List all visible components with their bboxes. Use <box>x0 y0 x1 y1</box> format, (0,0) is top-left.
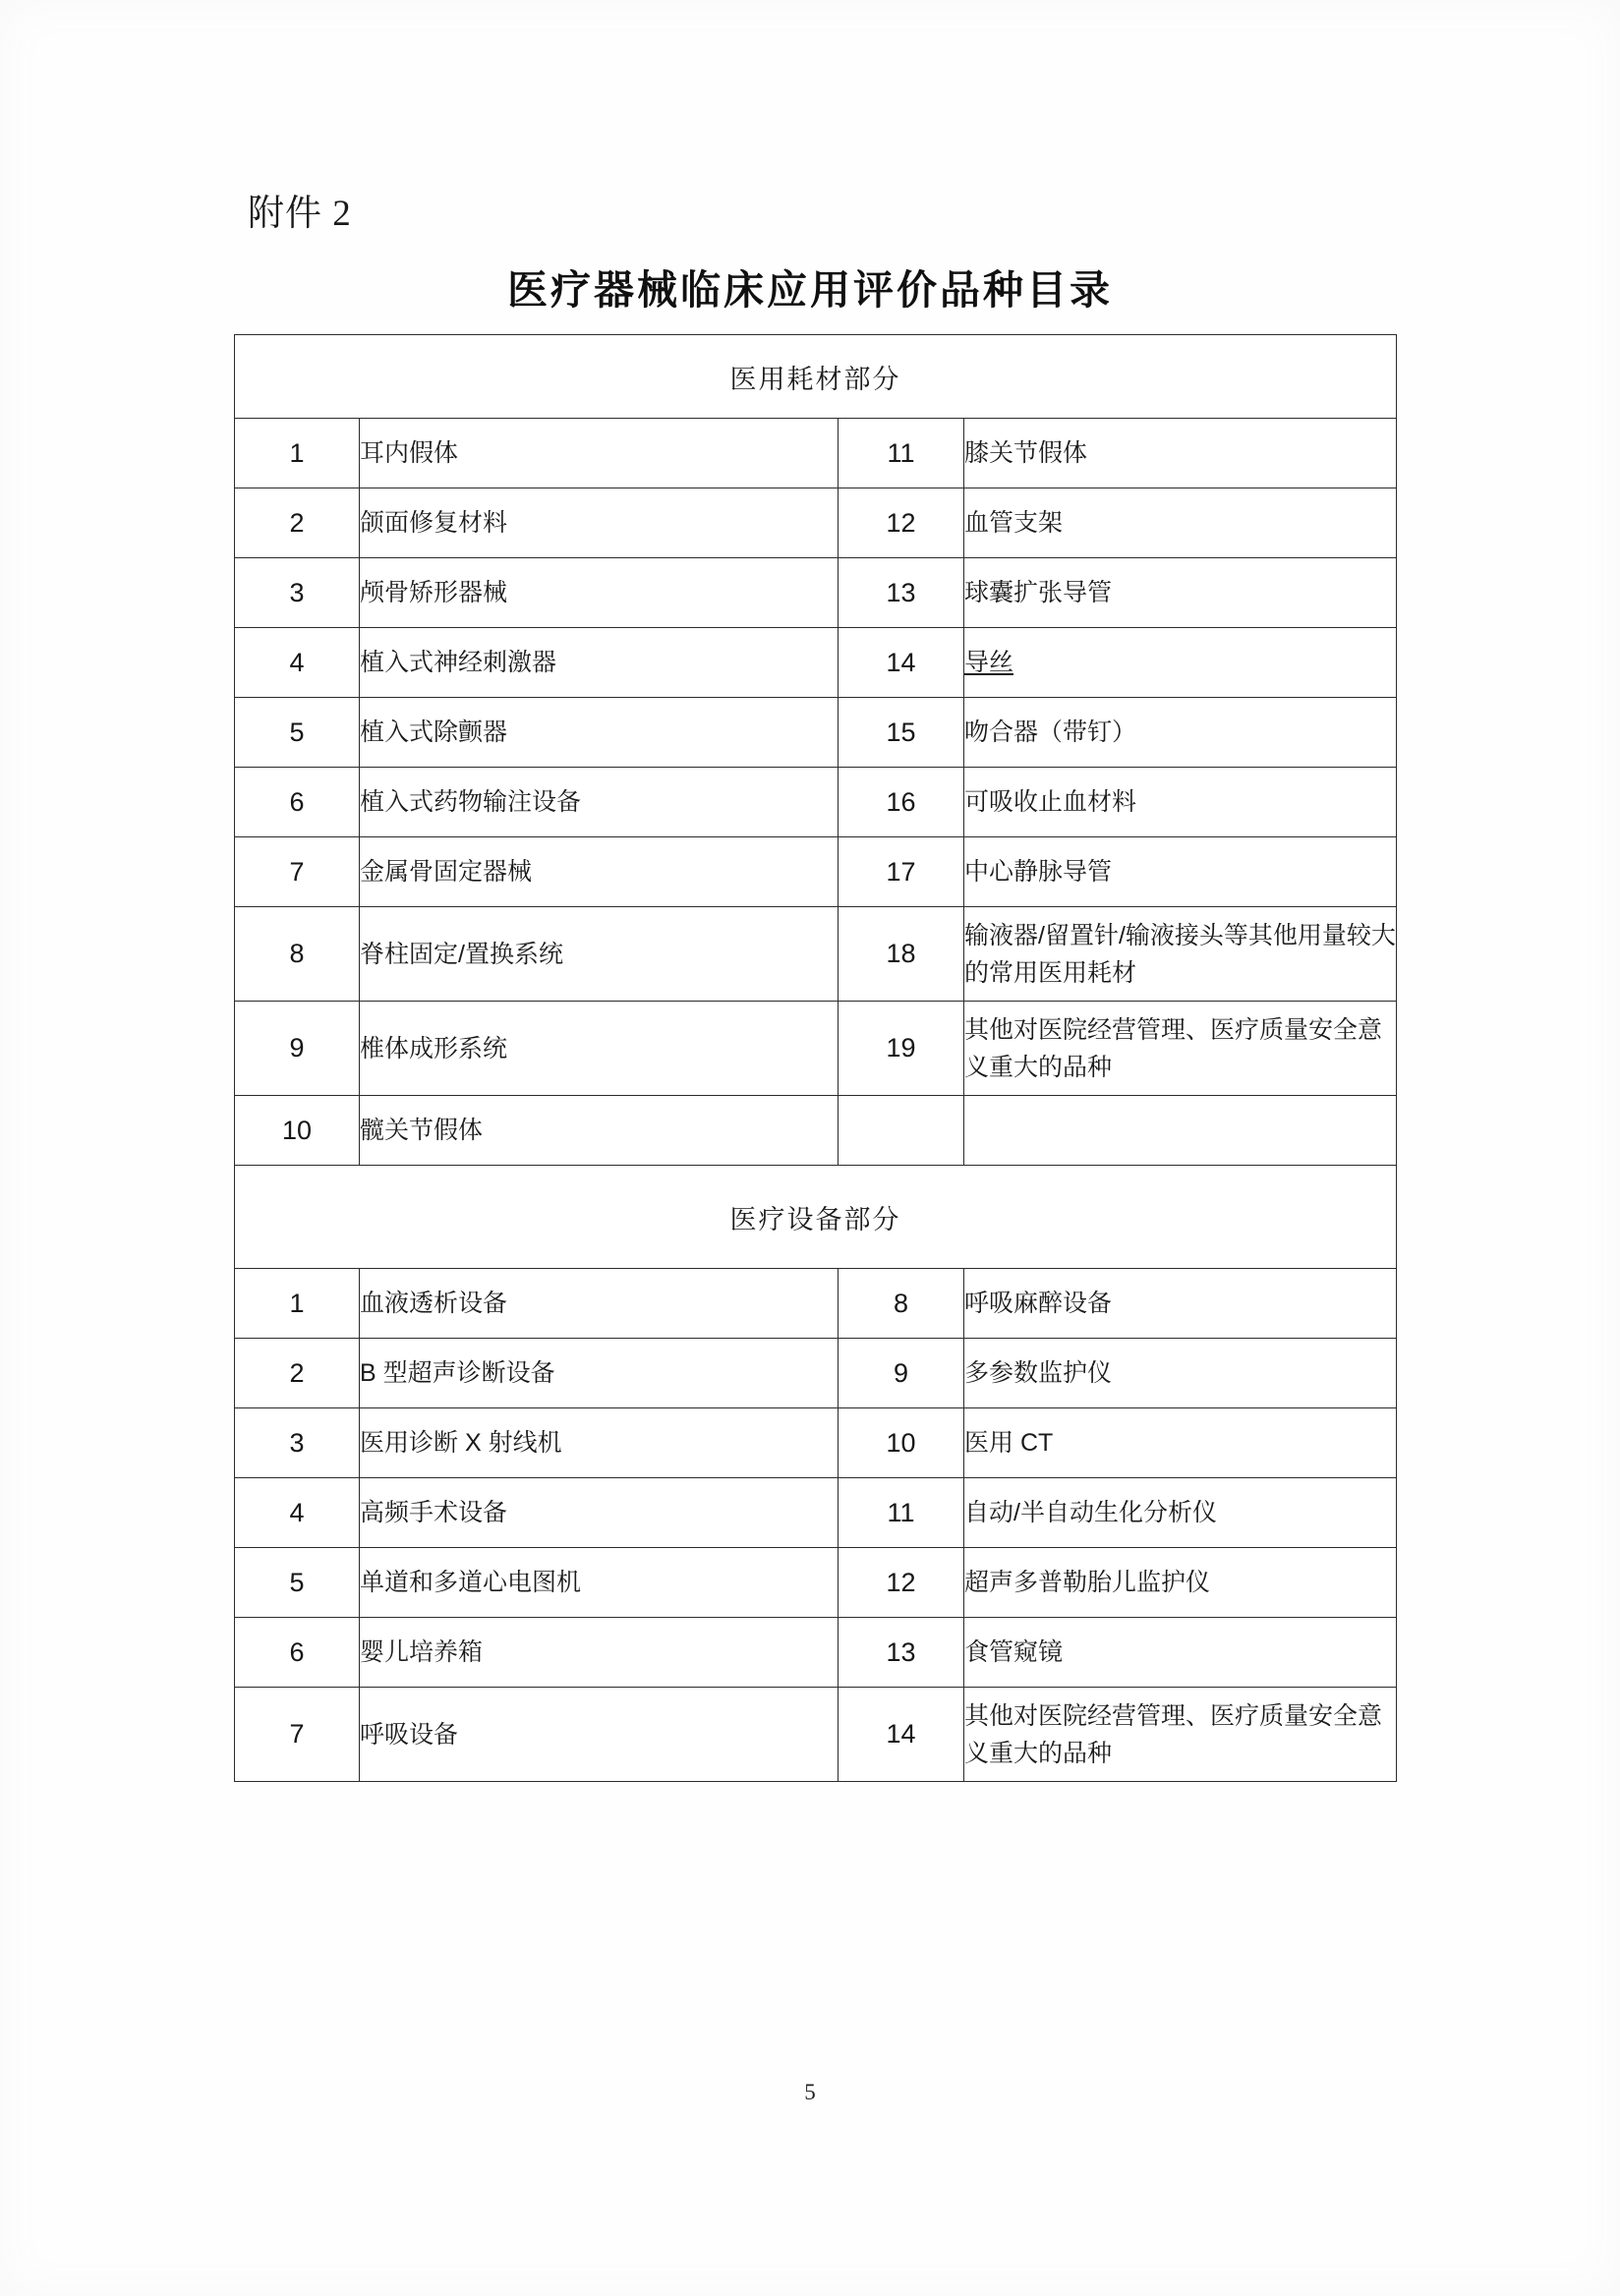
item-name-right-text: 多参数监护仪 <box>964 1359 1113 1387</box>
row-index-left: 9 <box>235 1002 360 1096</box>
item-name-left-text: B 型超声诊断设备 <box>360 1359 555 1387</box>
item-name-right-text: 呼吸麻醉设备 <box>964 1290 1113 1317</box>
table-row <box>235 1002 1397 1096</box>
item-name-left-text: 婴儿培养箱 <box>360 1638 484 1666</box>
section-header-label: 医疗设备部分 <box>235 1166 1397 1269</box>
row-index-left: 1 <box>235 1269 360 1339</box>
row-index-left: 7 <box>235 837 360 907</box>
item-name-right <box>964 1002 1397 1096</box>
item-name-left <box>360 837 839 907</box>
item-name-right <box>964 488 1397 558</box>
item-name-left-text: 植入式神经刺激器 <box>360 649 557 676</box>
row-index-right: 11 <box>839 419 964 488</box>
row-index-left: 3 <box>235 558 360 628</box>
item-name-right-text: 可吸收止血材料 <box>964 788 1137 816</box>
row-index-left: 7 <box>235 1688 360 1782</box>
item-name-left-text: 单道和多道心电图机 <box>360 1569 582 1596</box>
row-index-left: 8 <box>235 907 360 1002</box>
row-index-right: 12 <box>839 488 964 558</box>
row-index-right: 11 <box>839 1478 964 1548</box>
row-index-left: 2 <box>235 488 360 558</box>
row-index-right: 16 <box>839 768 964 837</box>
row-index-left: 2 <box>235 1339 360 1408</box>
item-name-left-text: 颌面修复材料 <box>360 509 508 537</box>
item-name-left-text: 耳内假体 <box>360 439 459 467</box>
section-header-label: 医用耗材部分 <box>235 335 1397 419</box>
item-name-left-text: 金属骨固定器械 <box>360 858 533 886</box>
item-name-right <box>964 837 1397 907</box>
item-name-right <box>964 1339 1397 1408</box>
row-index-left: 3 <box>235 1408 360 1478</box>
catalog-table-wrapper <box>234 334 1396 1782</box>
item-name-right-text: 其他对医院经营管理、医疗质量安全意义重大的品种 <box>964 1015 1383 1081</box>
row-index-left: 6 <box>235 1618 360 1688</box>
table-row <box>235 1548 1397 1618</box>
item-name-right <box>964 907 1397 1002</box>
item-name-right-text: 自动/半自动生化分析仪 <box>964 1499 1217 1526</box>
row-index-left: 4 <box>235 1478 360 1548</box>
table-row <box>235 1618 1397 1688</box>
item-name-left-text: 医用诊断 X 射线机 <box>360 1429 562 1457</box>
item-name-right-text: 吻合器（带钉） <box>964 718 1137 746</box>
row-index-right: 14 <box>839 628 964 698</box>
row-index-right: 13 <box>839 558 964 628</box>
table-row <box>235 628 1397 698</box>
item-name-right-text: 食管窥镜 <box>964 1638 1064 1666</box>
item-name-left <box>360 628 839 698</box>
item-name-right-text: 导丝 <box>964 649 1014 676</box>
row-index-right: 12 <box>839 1548 964 1618</box>
row-index-right <box>839 1096 964 1166</box>
item-name-left <box>360 1408 839 1478</box>
item-name-right <box>964 1548 1397 1618</box>
item-name-left-text: 高频手术设备 <box>360 1499 508 1526</box>
table-row <box>235 1339 1397 1408</box>
item-name-left-text: 椎体成形系统 <box>360 1034 508 1062</box>
item-name-right-text: 其他对医院经营管理、医疗质量安全意义重大的品种 <box>964 1701 1383 1767</box>
row-index-right: 17 <box>839 837 964 907</box>
catalog-table <box>234 334 1397 1782</box>
item-name-right <box>964 419 1397 488</box>
row-index-right: 14 <box>839 1688 964 1782</box>
table-row <box>235 1269 1397 1339</box>
item-name-right-text: 血管支架 <box>964 509 1064 537</box>
row-index-left: 6 <box>235 768 360 837</box>
item-name-right <box>964 628 1397 698</box>
row-index-right: 13 <box>839 1618 964 1688</box>
row-index-right: 10 <box>839 1408 964 1478</box>
item-name-left-text: 颅骨矫形器械 <box>360 579 508 606</box>
item-name-right-text: 输液器/留置针/输液接头等其他用量较大的常用医用耗材 <box>964 921 1396 987</box>
table-row <box>235 1408 1397 1478</box>
page-number: 5 <box>804 2080 816 2104</box>
item-name-right <box>964 1618 1397 1688</box>
table-row <box>235 698 1397 768</box>
item-name-right <box>964 1478 1397 1548</box>
item-name-right-text: 超声多普勒胎儿监护仪 <box>964 1569 1211 1596</box>
row-index-left: 5 <box>235 698 360 768</box>
item-name-right-text: 中心静脉导管 <box>964 858 1113 886</box>
item-name-left <box>360 1096 839 1166</box>
item-name-left <box>360 1269 839 1339</box>
item-name-left-text: 血液透析设备 <box>360 1290 508 1317</box>
item-name-right <box>964 1269 1397 1339</box>
item-name-left <box>360 558 839 628</box>
item-name-left <box>360 488 839 558</box>
row-index-right: 19 <box>839 1002 964 1096</box>
row-index-left: 4 <box>235 628 360 698</box>
item-name-right <box>964 1688 1397 1782</box>
item-name-left <box>360 1478 839 1548</box>
item-name-right-text: 膝关节假体 <box>964 439 1088 467</box>
item-name-left-text: 呼吸设备 <box>360 1720 459 1749</box>
item-name-right <box>964 558 1397 628</box>
table-row <box>235 1478 1397 1548</box>
item-name-left <box>360 1002 839 1096</box>
section-header-row <box>235 335 1397 419</box>
table-row <box>235 768 1397 837</box>
item-name-left <box>360 1339 839 1408</box>
row-index-right: 15 <box>839 698 964 768</box>
item-name-right <box>964 1408 1397 1478</box>
item-name-left <box>360 419 839 488</box>
table-row <box>235 837 1397 907</box>
item-name-left <box>360 698 839 768</box>
row-index-right: 8 <box>839 1269 964 1339</box>
section-header-row <box>235 1166 1397 1269</box>
row-index-left: 1 <box>235 419 360 488</box>
item-name-left <box>360 1618 839 1688</box>
table-row <box>235 558 1397 628</box>
item-name-left <box>360 1688 839 1782</box>
item-name-left-text: 植入式除颤器 <box>360 718 508 746</box>
table-row <box>235 1688 1397 1782</box>
item-name-left <box>360 768 839 837</box>
row-index-left: 10 <box>235 1096 360 1166</box>
item-name-left-text: 植入式药物输注设备 <box>360 788 582 816</box>
item-name-right-text: 医用 CT <box>964 1429 1054 1457</box>
table-row <box>235 907 1397 1002</box>
row-index-right: 18 <box>839 907 964 1002</box>
item-name-right-text: 球囊扩张导管 <box>964 579 1113 606</box>
table-row <box>235 419 1397 488</box>
table-row <box>235 1096 1397 1166</box>
item-name-left <box>360 1548 839 1618</box>
row-index-left: 5 <box>235 1548 360 1618</box>
item-name-right <box>964 1096 1397 1166</box>
attachment-label: 附件 2 <box>248 194 352 234</box>
item-name-left-text: 髋关节假体 <box>360 1117 484 1144</box>
row-index-right: 9 <box>839 1339 964 1408</box>
item-name-right <box>964 768 1397 837</box>
page-title: 医疗器械临床应用评价品种目录 <box>507 267 1113 313</box>
table-row <box>235 488 1397 558</box>
item-name-right <box>964 698 1397 768</box>
item-name-left <box>360 907 839 1002</box>
item-name-left-text: 脊柱固定/置换系统 <box>360 940 563 968</box>
